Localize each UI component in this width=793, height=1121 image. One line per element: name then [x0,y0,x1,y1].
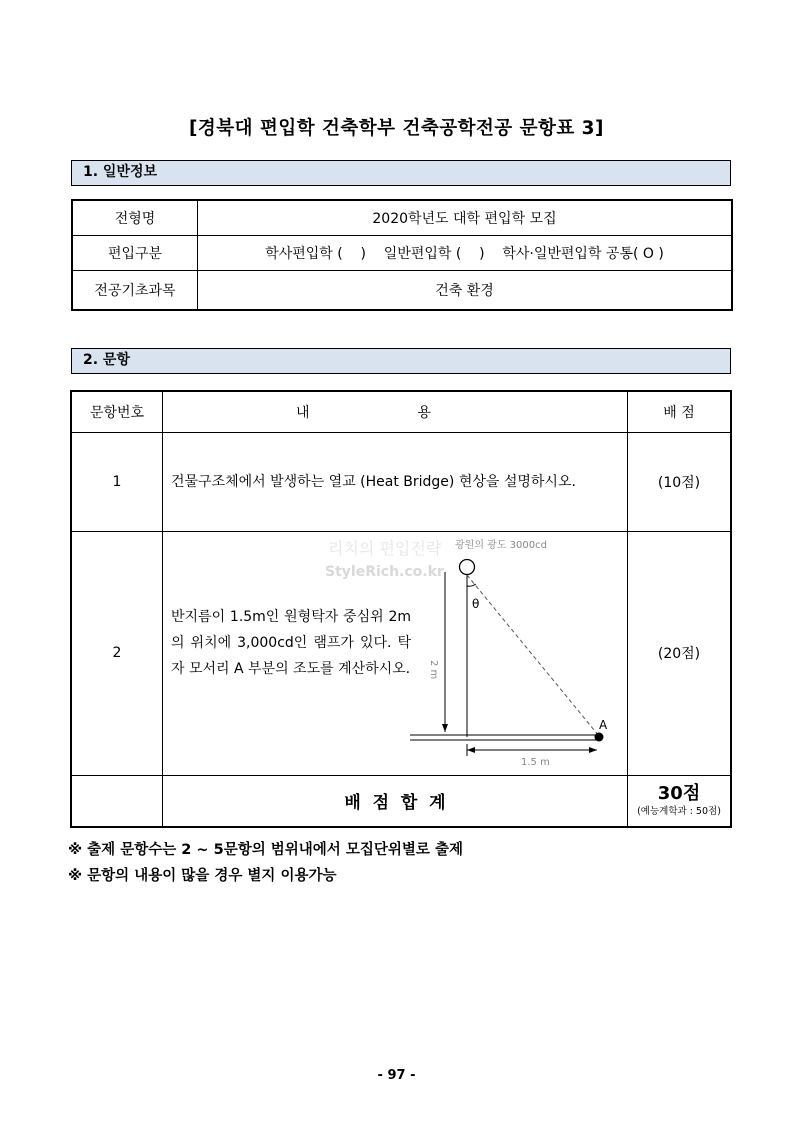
row-label-admission-type: 전형명 [72,200,198,236]
total-score-note: (예능계학과 : 50점) [637,806,721,818]
section-heading-general-info: 1. 일반정보 [71,160,731,186]
question-score: (10점) [628,432,732,531]
table-row [72,200,732,236]
angle-label: θ [472,596,480,611]
header-content-right: 용 [417,404,431,421]
header-score: 배 점 [628,391,732,432]
question-text: 반지름이 1.5m인 원형탁자 중심위 2m의 위치에 3,000cd인 램프가 있다. 탁자 모서리 A 부분의 조도를 계산하시오. [171,608,411,677]
width-label: 1.5 m [521,756,550,768]
row-value-transfer-category: 학사편입학 ( ) 일반편입학 ( ) 학사·일반편입학 공통( O ) [198,236,733,271]
section-heading-questions: 2. 문항 [71,348,731,374]
table-row [72,236,732,271]
document-title: [경북대 편입학 건축학부 건축공학전공 문항표 3] [188,118,605,139]
total-label: 배 점 합 계 [163,775,628,827]
illumination-diagram [383,532,683,776]
row-value-admission-type: 2020학년도 대학 편입학 모집 [198,200,733,236]
question-content [163,531,628,775]
question-text: 건물구조체에서 발생하는 열교 (Heat Bridge) 현상을 설명하시오. [171,473,576,490]
height-label: 2 m [428,659,439,679]
note-extra-sheet: ※ 문항의 내용이 많을 경우 별지 이용가능 [68,868,337,884]
angle-arc [467,584,476,586]
header-content [163,391,628,432]
light-ray-line [467,575,599,736]
questions-table [70,390,732,828]
general-info-table [71,199,733,311]
table-row [71,432,731,531]
row-label-major-subject: 전공기초과목 [72,271,198,311]
page-number: - 97 - [377,1068,416,1083]
question-number: 1 [71,432,163,531]
total-empty-cell [71,775,163,827]
lamp-intensity-label: 광원의 광도 3000cd [455,539,547,551]
total-score: 30점 [657,782,701,804]
arrowhead [589,747,597,753]
total-row [71,775,731,827]
arrowhead [442,724,448,732]
total-score-cell [628,775,732,827]
watermark-text: 리치의 편입전략 [328,539,442,558]
point-a-label: A [599,717,608,732]
question-number: 2 [71,531,163,775]
question-content [163,432,628,531]
question-score: (20점) [628,531,732,775]
point-a-marker [595,732,604,741]
lamp-icon [460,559,475,574]
row-label-transfer-category: 편입구분 [72,236,198,271]
table-row [72,271,732,311]
table-header-row [71,391,731,432]
arrowhead [467,747,475,753]
header-number: 문항번호 [71,391,163,432]
watermark-url: StyleRich.co.kr [325,564,444,580]
row-value-major-subject: 건축 환경 [198,271,733,311]
table-row [71,531,731,775]
note-question-count: ※ 출제 문항수는 2 ~ 5문항의 범위내에서 모집단위별로 출제 [68,842,463,858]
header-content-left: 내 [296,404,310,421]
